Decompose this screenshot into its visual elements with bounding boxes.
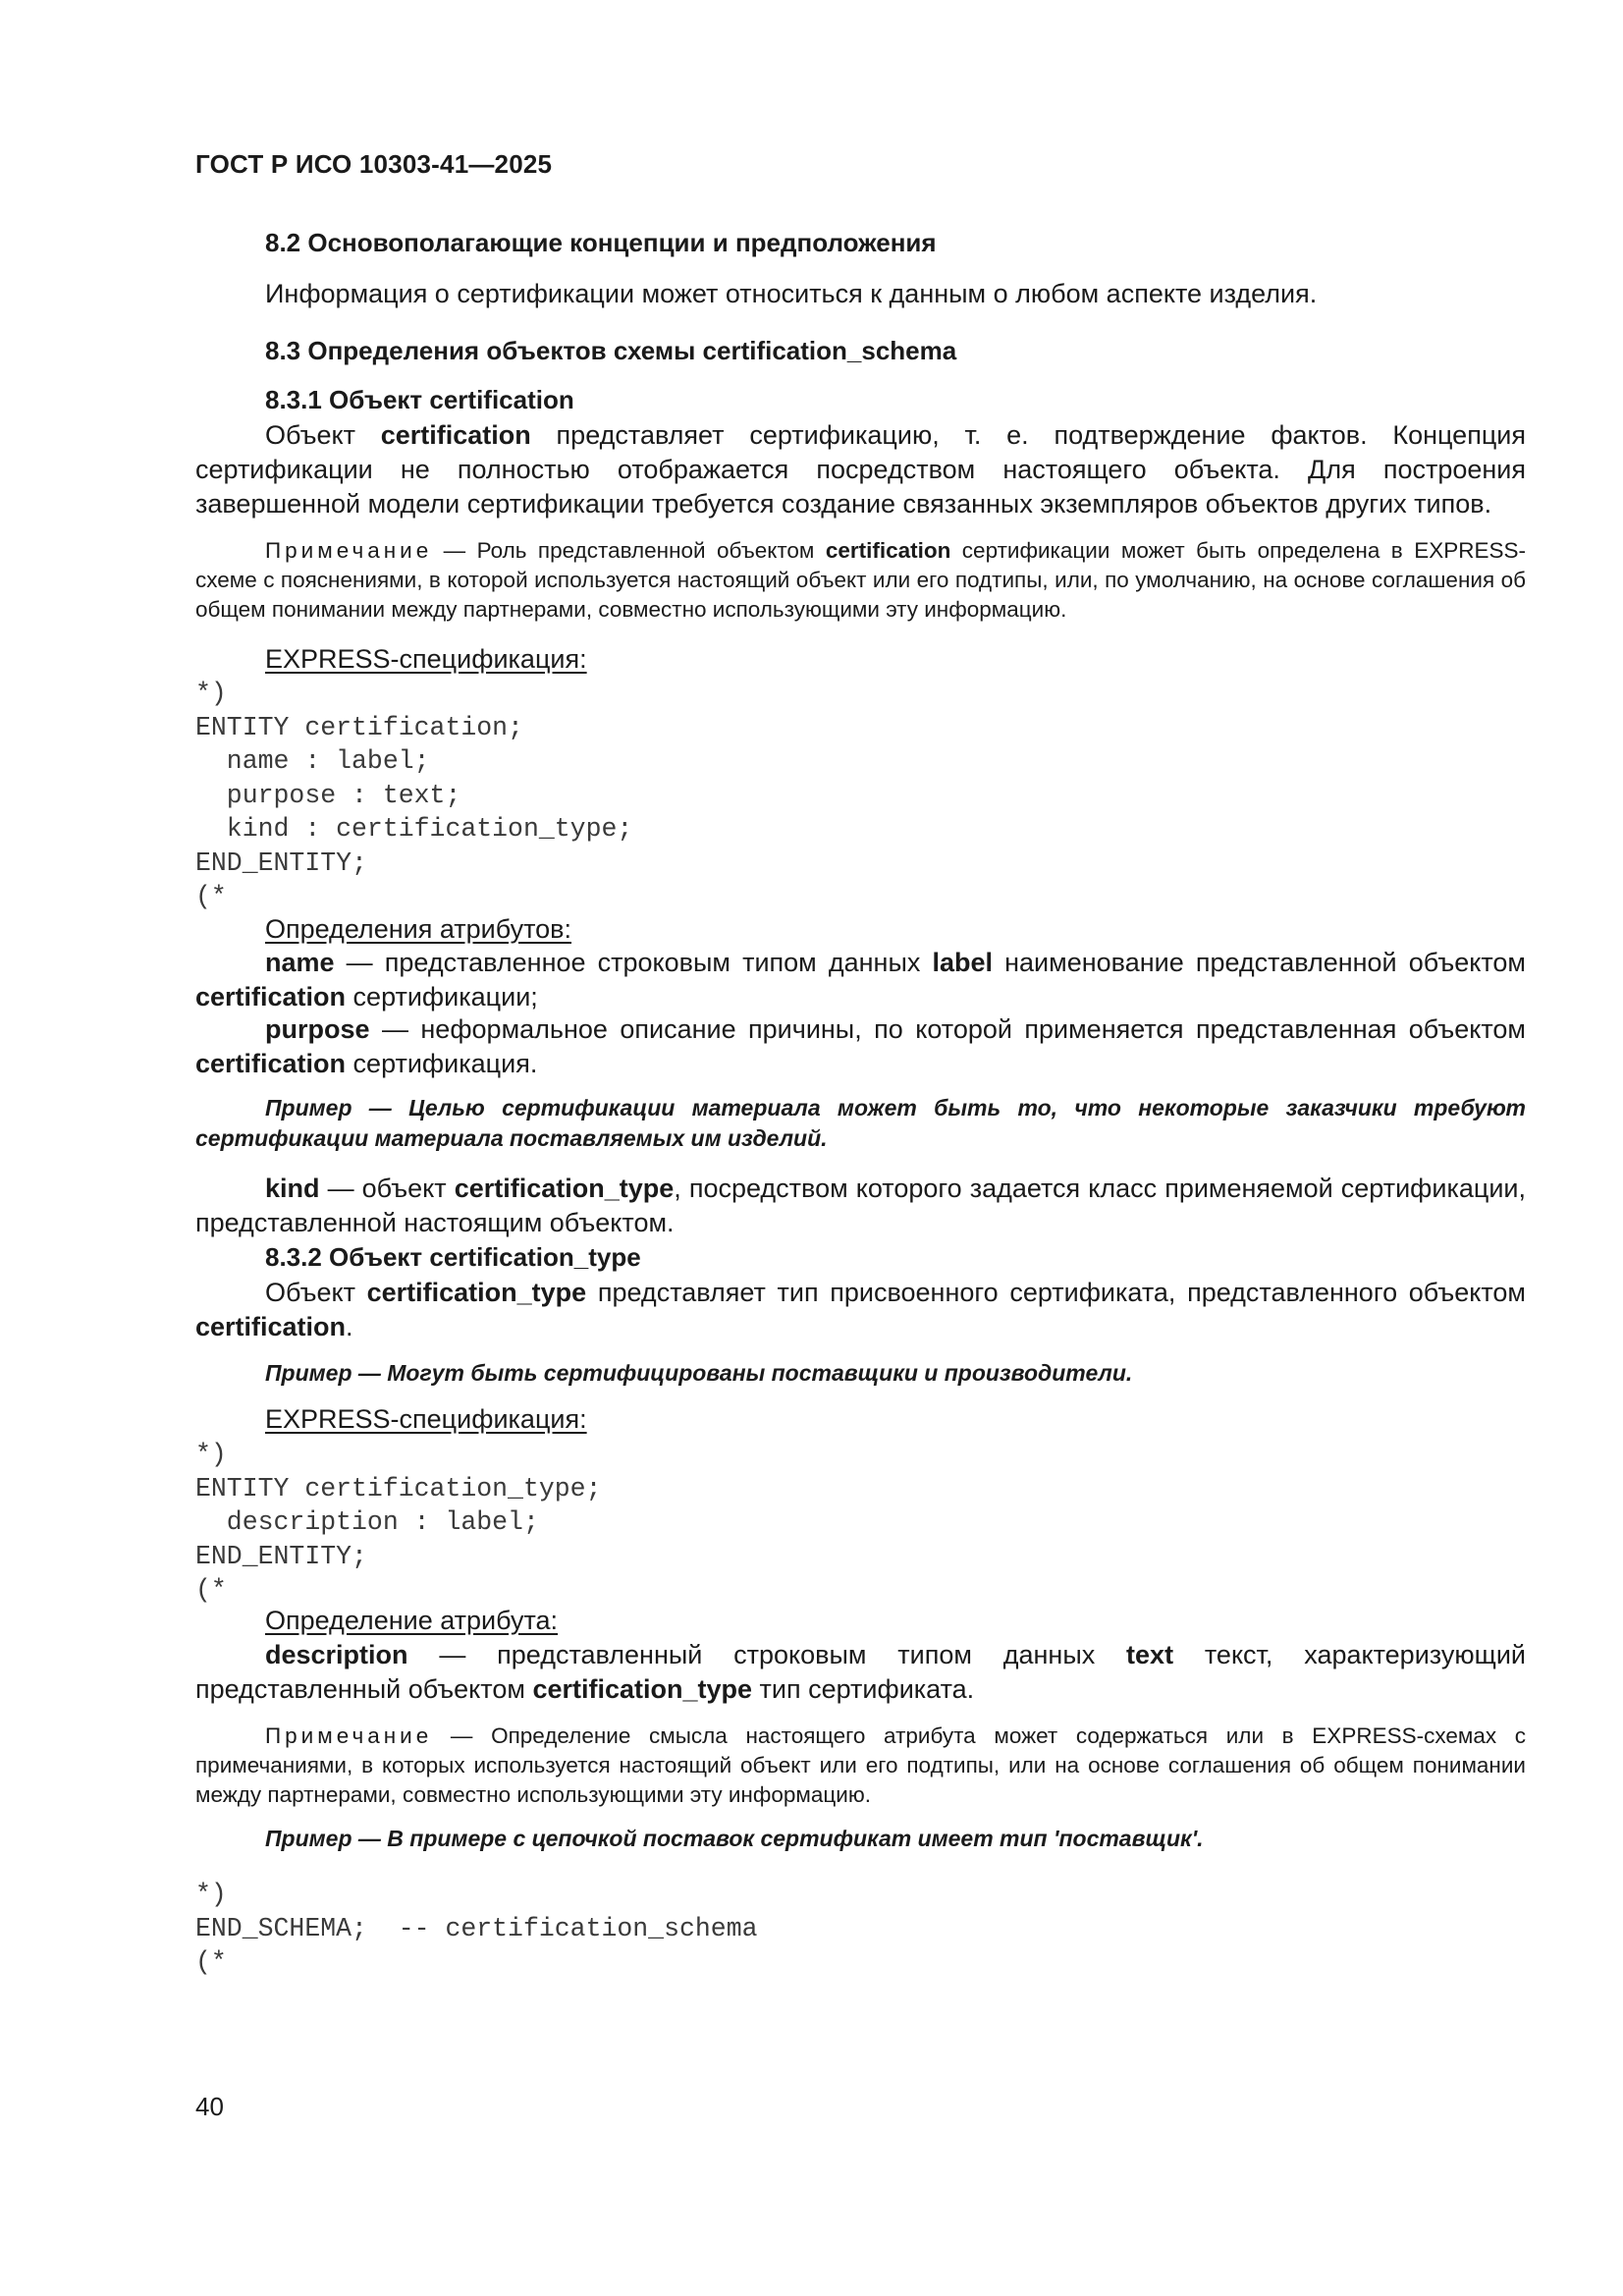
certification-note: Примечание — Роль представленной объектом certification сертификации может быть определена в EXPRESS-схеме с пояснениями, в которой используется настоящий объект или его подтипы, или, по умолчанию, на основе соглашения об общем понимании между партнерами, совместно использующими эту информацию. (195, 538, 1526, 622)
attr-kind-definition: kind — объект certification_type, посредством которого задается класс применяемой сертификации, представленной настоящим объектом. (195, 1174, 1527, 1237)
attr-description-definition: description — представленный строковым типом данных text текст, характеризующий представленный объектом certification_type тип сертификата. (195, 1640, 1526, 1704)
page-number: 40 (195, 2092, 224, 2121)
certification-type-express-code: *) ENTITY certification_type; description : label; END_ENTITY; (* (195, 1440, 602, 1605)
section-8-2-title: 8.2 Основополагающие концепции и предположения (265, 228, 937, 257)
certification-example: Пример — Целью сертификации материала может быть то, что некоторые заказчики требуют сертификации материала поставляемых им изделий. (195, 1095, 1526, 1151)
end-schema-code: *) END_SCHEMA; -- certification_schema (* (195, 1880, 758, 1977)
document-header: ГОСТ Р ИСО 10303-41—2025 (195, 149, 553, 179)
express-spec-label-2: EXPRESS-спецификация: (265, 1404, 587, 1434)
section-8-2-text: Информация о сертификации может относиться к данным о любом аспекте изделия. (265, 279, 1318, 308)
certification-type-description: Объект certification_type представляет тип присвоенного сертификата, представленного объектом certification. (195, 1278, 1526, 1341)
attr-purpose-definition: purpose — неформальное описание причины, по которой применяется представленная объектом certification сертификация. (195, 1014, 1526, 1078)
section-8-3-1-title: 8.3.1 Объект certification (265, 385, 574, 414)
express-spec-label: EXPRESS-спецификация: (265, 644, 587, 674)
description-note: Примечание — Определение смысла настоящего атрибута может содержаться или в EXPRESS-схемах с примечаниями, в которых используется настоящий объект или его подтипы, или на основе соглашения об общем понимании между партнерами, совместно использующими эту информацию. (195, 1723, 1526, 1807)
attribute-definition-label: Определение атрибута: (265, 1606, 559, 1635)
certification-description: Объект certification представляет сертификацию, т. е. подтверждение фактов. Концепция сертификации не полностью отображается посредством настоящего объекта. Для построения завершенной модели сертификации требуется создание связанных экземпляров объектов других типов. (195, 420, 1526, 519)
attribute-definitions-label: Определения атрибутов: (265, 914, 572, 944)
section-8-3-2-title: 8.3.2 Объект certification_type (265, 1242, 641, 1272)
attr-name-definition: name — представленное строковым типом данных label наименование представленной объектом certification сертификации; (195, 948, 1526, 1011)
section-8-3-title: 8.3 Определения объектов схемы certification_schema (265, 336, 957, 365)
certification-express-code: *) ENTITY certification; name : label; purpose : text; kind : certification_type; END_ENTITY; (* (195, 679, 633, 911)
certification-type-example: Пример — Могут быть сертифицированы поставщики и производители. (265, 1360, 1133, 1386)
supply-chain-example: Пример — В примере с цепочкой поставок сертификат имеет тип 'поставщик'. (265, 1826, 1204, 1851)
